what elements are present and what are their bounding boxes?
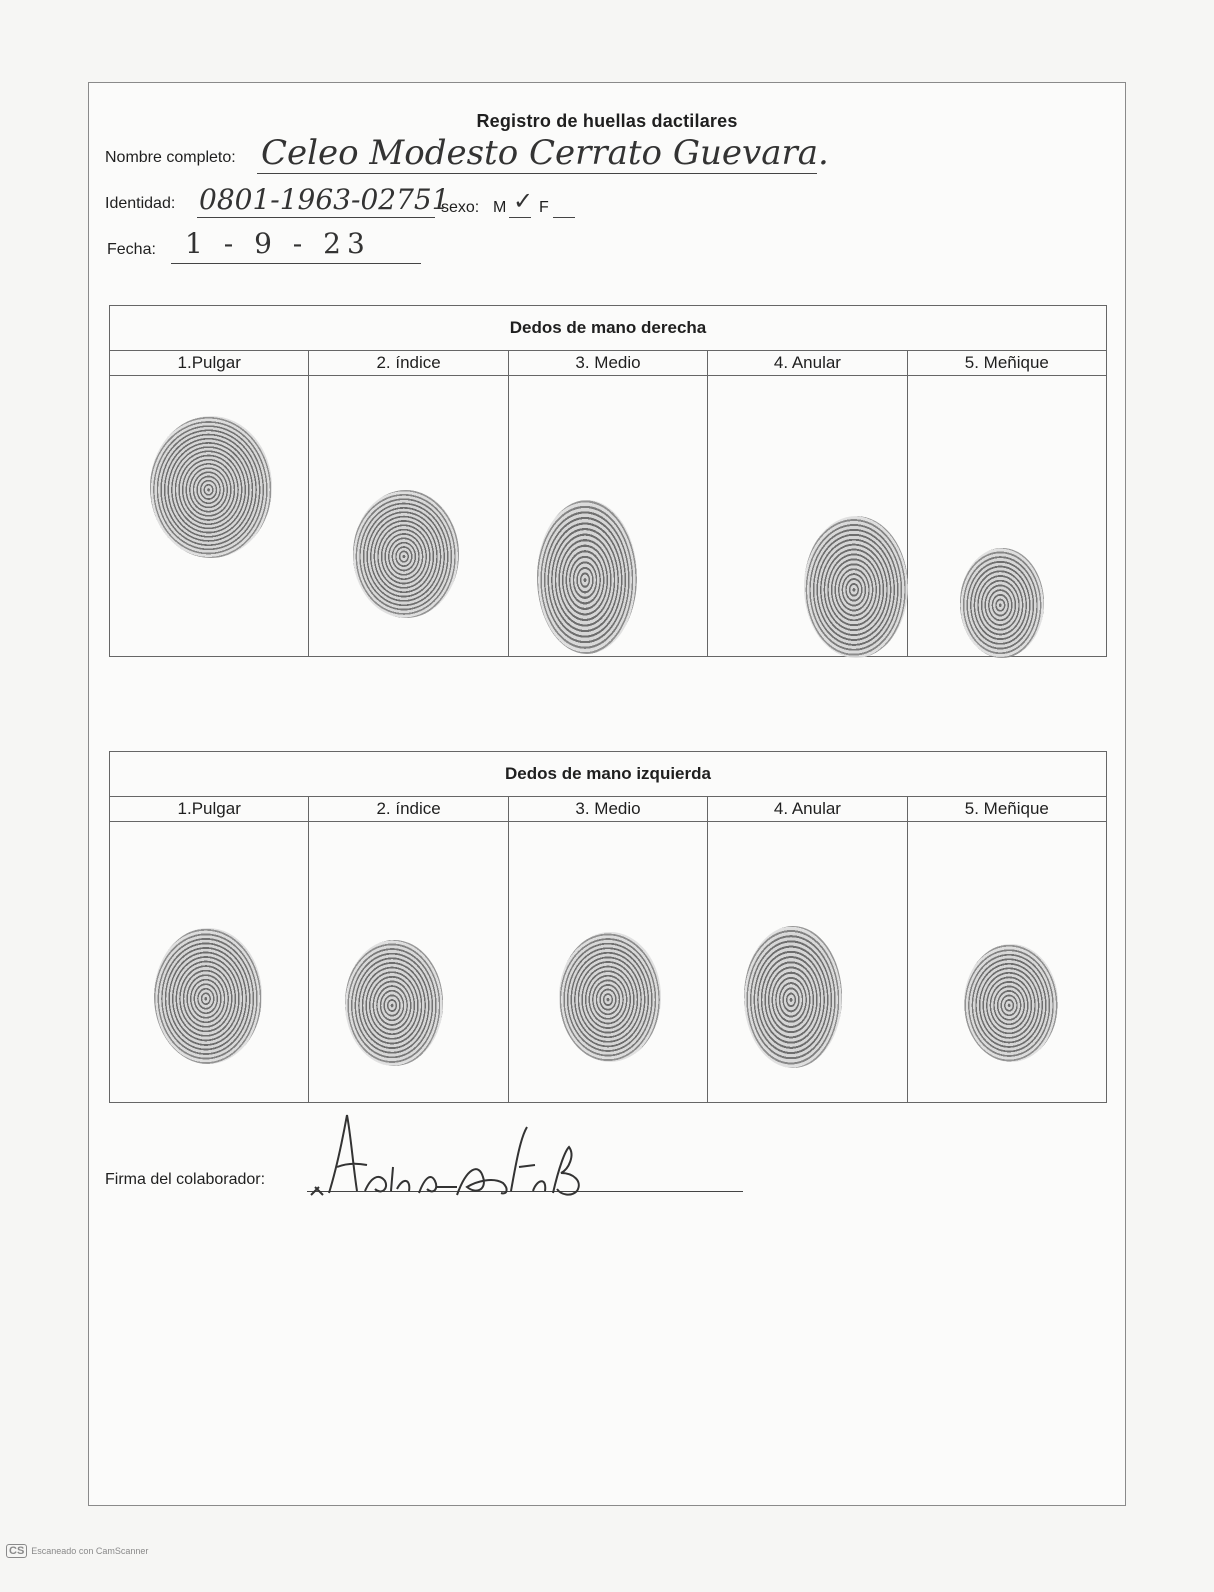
- left-thumb-header: 1.Pulgar: [110, 797, 309, 821]
- name-label: Nombre completo:: [105, 149, 236, 166]
- date-value[interactable]: 1 - 9 - 23: [185, 227, 371, 260]
- left-hand-caption: Dedos de mano izquierda: [110, 752, 1106, 797]
- sex-f-label: F: [539, 199, 549, 216]
- right-hand-prints-row: [110, 376, 1106, 656]
- camscanner-badge: CS: [6, 1544, 27, 1558]
- left-middle-fingerprint: [559, 932, 661, 1062]
- left-index-fingerprint: [345, 940, 443, 1066]
- left-hand-prints-row: [110, 822, 1106, 1102]
- left-little-cell: [908, 822, 1106, 1102]
- right-thumb-cell: [110, 376, 309, 656]
- left-thumb-fingerprint: [154, 928, 262, 1064]
- right-ring-cell: [708, 376, 907, 656]
- camscanner-text: Escaneado con CamScanner: [31, 1546, 149, 1556]
- left-index-cell: [309, 822, 508, 1102]
- id-value[interactable]: 0801-1963-02751: [199, 183, 450, 216]
- signature-label: Firma del colaborador:: [105, 1171, 266, 1188]
- left-ring-header: 4. Anular: [708, 797, 907, 821]
- left-middle-header: 3. Medio: [509, 797, 708, 821]
- right-little-cell: [908, 376, 1106, 656]
- form-title: Registro de huellas dactilares: [476, 111, 738, 131]
- right-little-header: 5. Meñique: [964, 353, 1049, 372]
- left-ring-cell: [708, 822, 907, 1102]
- sex-label: sexo:: [441, 199, 480, 216]
- right-middle-cell: [509, 376, 708, 656]
- right-ring-fingerprint: [804, 516, 908, 658]
- left-thumb-cell: [110, 822, 309, 1102]
- date-label: Fecha:: [107, 241, 156, 258]
- right-thumb-header: 1.Pulgar: [110, 351, 309, 375]
- sex-f-blank: [553, 217, 575, 218]
- date-underline: [171, 263, 421, 264]
- id-label: Identidad:: [105, 195, 176, 212]
- right-index-cell: [309, 376, 508, 656]
- right-index-fingerprint: [353, 490, 459, 618]
- right-middle-fingerprint: [537, 500, 637, 654]
- left-little-fingerprint: [964, 944, 1058, 1062]
- right-index-header: 2. índice: [309, 351, 508, 375]
- sex-m-label: M: [493, 199, 507, 216]
- left-hand-table: [109, 751, 1107, 1103]
- camscanner-watermark: [6, 1544, 148, 1558]
- right-little-fingerprint: [960, 548, 1044, 658]
- right-hand-header-row: [110, 351, 1106, 376]
- name-value[interactable]: Celeo Modesto Cerrato Guevara.: [261, 133, 829, 173]
- left-little-header: 5. Meñique: [964, 799, 1049, 818]
- left-index-header: 2. índice: [309, 797, 508, 821]
- right-hand-table: [109, 305, 1107, 657]
- handwritten-signature: [307, 1107, 597, 1201]
- right-thumb-fingerprint: [150, 416, 272, 558]
- sex-m-blank: [509, 217, 531, 218]
- sex-check-mark[interactable]: ✓: [513, 187, 534, 215]
- left-hand-header-row: [110, 797, 1106, 822]
- fingerprint-form-sheet: [88, 82, 1126, 1506]
- right-ring-header: 4. Anular: [708, 351, 907, 375]
- right-middle-header: 3. Medio: [509, 351, 708, 375]
- right-hand-caption: Dedos de mano derecha: [110, 306, 1106, 351]
- name-underline: [257, 173, 817, 174]
- id-underline: [197, 217, 435, 218]
- left-ring-fingerprint: [744, 926, 842, 1068]
- left-middle-cell: [509, 822, 708, 1102]
